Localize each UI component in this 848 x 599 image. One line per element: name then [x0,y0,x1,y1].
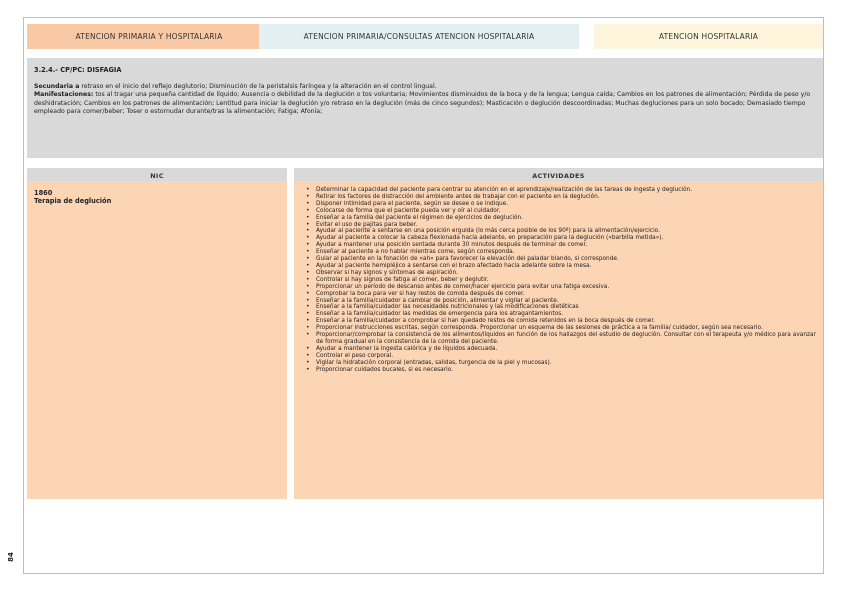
actividad-item: • Colocarse de forma que el paciente pueda ver y oír al cuidador. [316,208,816,215]
actividad-item: • Comprobar la boca para ver si hay restos de comida después de comer. [316,291,816,298]
manifestaciones-text: tos al tragar una pequeña cantidad de líquido; Ausencia o debilidad de la deglución o tos voluntaria; Movimientos disminuidos de la boca y de la lengua; Lengua caída; Cambios en los patrones de alimentación; Pérdida de peso y/o deshidratación; Cambios en los patrones de alimentación; Lentitud para iniciar la deglución y/o retraso en la deglución (más de cinco segundos); Masticación o deglución descoordinadas; Muchas degluciones para un solo bocado; Demasiado tiempo empleado para comer/beber; Toser o estornudar durante/tras la alimentación; Fatiga; Afonía; [34,91,811,115]
actividad-item: • Proporcionar un período de descanso antes de comer/hacer ejercicio para evitar una fatiga excesiva. [316,284,816,291]
actividad-item: • Vigilar la hidratación corporal (entradas, salidas, turgencia de la piel y mucosas). [316,360,816,367]
care-level-tabs [24,24,823,51]
actividad-item: • Enseñar a la familia/cuidador las necesidades nutricionales y las modificaciones dietéticas [316,304,816,311]
page-frame [23,17,824,574]
nic-name: Terapia de deglución [34,197,112,205]
nic-header: NIC [27,168,287,184]
actividad-item: • Ayudar al paciente a sentarse en una posición erguida (lo más cerca posible de los 90º) para la alimentación/ejercicio. [316,228,816,235]
tab-atencion-primaria-consultas: ATENCION PRIMARIA/CONSULTAS ATENCION HOSPITALARIA [259,24,579,49]
actividades-list [316,187,816,373]
diagnosis-title: 3.2.4.- CP/PC: DISFAGIA [34,66,122,74]
actividad-item: • Determinar la capacidad del paciente para centrar su atención en el aprendizaje/realización de las tareas de ingesta y deglución. [316,187,816,194]
actividad-item: • Ayudar a mantener la ingesta calórica y de líquidos adecuada. [316,346,816,353]
actividad-item: • Enseñar a la familia/cuidador a cambiar de posición, alimentar y vigilar al paciente. [316,298,816,305]
actividad-item: • Proporcionar cuidados bucales, si es necesario. [316,367,816,374]
actividad-item: • Ayudar al paciente a colocar la cabeza flexionada hacia adelante, en preparación para la deglución («barbilla metida»). [316,235,816,242]
diagnosis-box [27,58,823,158]
actividades-cell [294,181,823,499]
nic-cell [27,181,287,499]
secundaria-text: retraso en el inicio del reflejo deglutorio; Disminución de la peristalsis faríngea y la alteración en el control lingual. [79,83,437,91]
actividad-item: • Proporcionar/comprobar la consistencia de los alimentos/líquidos en función de los hallazgos del estudio de deglución. Consultar con el terapeuta y/o médico para avanzar de forma gradual en la consistencia de la comida del paciente. [316,332,816,346]
actividad-item: • Observar si hay signos y síntomas de aspiración. [316,270,816,277]
tab-atencion-hospitalaria: ATENCION HOSPITALARIA [594,24,823,49]
tab-atencion-primaria-hospitalaria: ATENCION PRIMARIA Y HOSPITALARIA [27,24,271,49]
actividad-item: • Disponer intimidad para el paciente, según se desee o se indique. [316,201,816,208]
diagnosis-description [34,83,816,116]
actividad-item: • Retirar los factores de distracción del ambiente antes de trabajar con el paciente en la deglución. [316,194,816,201]
actividad-item: • Enseñar a la familia/cuidador las medidas de emergencia para los atragantamientos. [316,311,816,318]
page-number: 84 [7,552,15,562]
actividad-item: • Enseñar a la familia del paciente el régimen de ejercicios de deglución. [316,215,816,222]
actividades-header: ACTIVIDADES [294,168,823,184]
actividad-item: • Guiar al paciente en la fonación de «ah» para favorecer la elevación del paladar blando, si corresponde. [316,256,816,263]
actividad-item: • Ayudar al paciente hemipléjico a sentarse con el brazo afectado hacia adelante sobre la mesa. [316,263,816,270]
manifestaciones-label: Manifestaciones: [34,91,94,99]
actividad-item: • Controlar si hay signos de fatiga al comer, beber y deglutir. [316,277,816,284]
actividad-item: • Enseñar a la familia/cuidador a comprobar si han quedado restos de comida retenidos en la boca después de comer. [316,318,816,325]
actividad-item: • Proporcionar instrucciones escritas, según corresponda. Proporcionar un esquema de las sesiones de práctica a la familia/ cuidador, según sea necesario. [316,325,816,332]
actividad-item: • Ayudar a mantener una posición sentada durante 30 minutos después de terminar de comer. [316,242,816,249]
nic-code: 1860 [34,189,53,197]
actividad-item: • Evitar el uso de pajitas para beber. [316,222,816,229]
actividad-item: • Controlar el peso corporal. [316,353,816,360]
secundaria-label: Secundaria a [34,83,80,91]
actividad-item: • Enseñar al paciente a no hablar mientras come, según corresponda. [316,249,816,256]
